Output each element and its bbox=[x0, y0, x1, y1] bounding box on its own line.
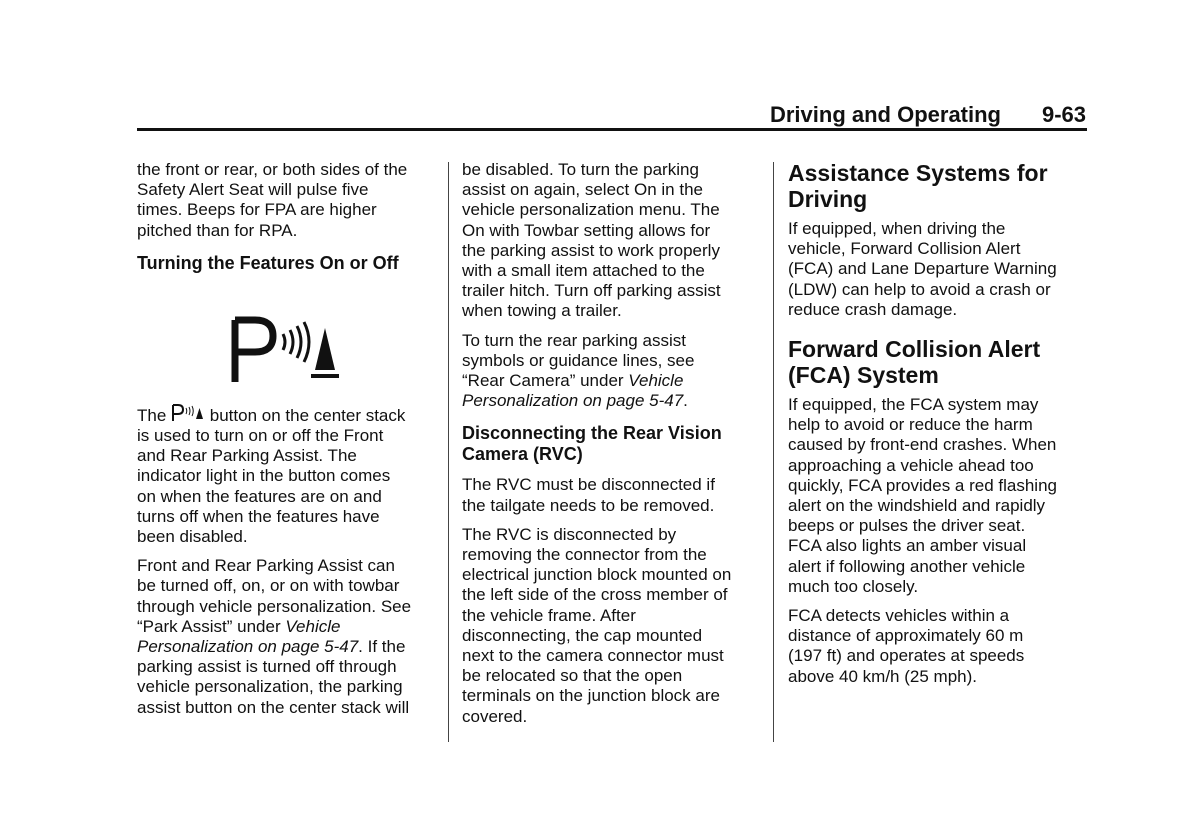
col2-para2: To turn the rear parking assist symbols or guidance lines, see “Rear Camera” under Vehicle Personalization on page 5-47. bbox=[462, 330, 695, 411]
section-title: Driving and Operating bbox=[769, 102, 1001, 127]
park-assist-inline-icon bbox=[171, 404, 205, 422]
col3-heading-1: Assistance Systems for Driving bbox=[788, 160, 1048, 212]
col1-para2: The button on the center stack is used to turn on or off the Front and Rear Parking Assist. The indicator light in the button comes on when the features are on and turns off when the features have been disabled. bbox=[137, 405, 406, 547]
page-header bbox=[137, 100, 1087, 130]
col1-heading: Turning the Features On or Off bbox=[137, 252, 399, 273]
park-assist-icon bbox=[137, 284, 442, 404]
col3-para2: If equipped, the FCA system may help to avoid or reduce the harm caused by front-end crashes. When approaching a vehicle ahead too quickly, FCA provides a red flashing alert on the windshield and rapidly beeps or pulses the driver seat. FCA also lights an amber visual alert if following another vehicle much too closely. bbox=[788, 395, 1057, 596]
column-divider-1 bbox=[448, 162, 449, 742]
col3-heading-2: Forward Collision Alert (FCA) System bbox=[788, 336, 1041, 389]
col2-para3: The RVC must be disconnected if the tailgate needs to be removed. bbox=[462, 475, 715, 515]
page-number: 9-63 bbox=[1041, 102, 1086, 127]
col3-para1: If equipped, when driving the vehicle, Forward Collision Alert (FCA) and Lane Departure Warning (LDW) can help to avoid a crash or reduce crash damage. bbox=[788, 219, 1057, 319]
col2-heading: Disconnecting the Rear Vision Camera (RVC) bbox=[462, 423, 722, 465]
col1-para3: Front and Rear Parking Assist can be turned off, on, or on with towbar through vehicle personalization. See “Park Assist” under Vehicle Personalization on page 5-47. If the parking assist is turned off through vehicle personalization, the parking assist button on the center stack will bbox=[137, 556, 412, 717]
column-1 bbox=[137, 160, 442, 727]
column-2 bbox=[462, 160, 767, 736]
col1-intro: the front or rear, or both sides of the Safety Alert Seat will pulse five times. Beeps for FPA are higher pitched than for RPA. bbox=[137, 160, 408, 240]
col3-para3: FCA detects vehicles within a distance of approximately 60 m (197 ft) and operates at speeds above 40 km/h (25 mph). bbox=[788, 606, 1025, 686]
column-3 bbox=[788, 160, 1088, 696]
park-assist-icon-svg bbox=[229, 316, 349, 388]
column-divider-2 bbox=[773, 162, 774, 742]
col2-para4: The RVC is disconnected by removing the connector from the electrical junction block mounted on the left side of the cross member of the vehicle frame. After disconnecting, the cap mounted next to the camera connector must be relocated so that the open terminals on the junction block are covered. bbox=[462, 524, 732, 726]
header-rule bbox=[137, 128, 1087, 131]
col2-para1: be disabled. To turn the parking assist on again, select On in the vehicle personalization menu. The On with Towbar setting allows for the parking assist to work properly with a small item attached to the trailer hitch. Turn off parking assist when towing a trailer. bbox=[462, 160, 721, 321]
